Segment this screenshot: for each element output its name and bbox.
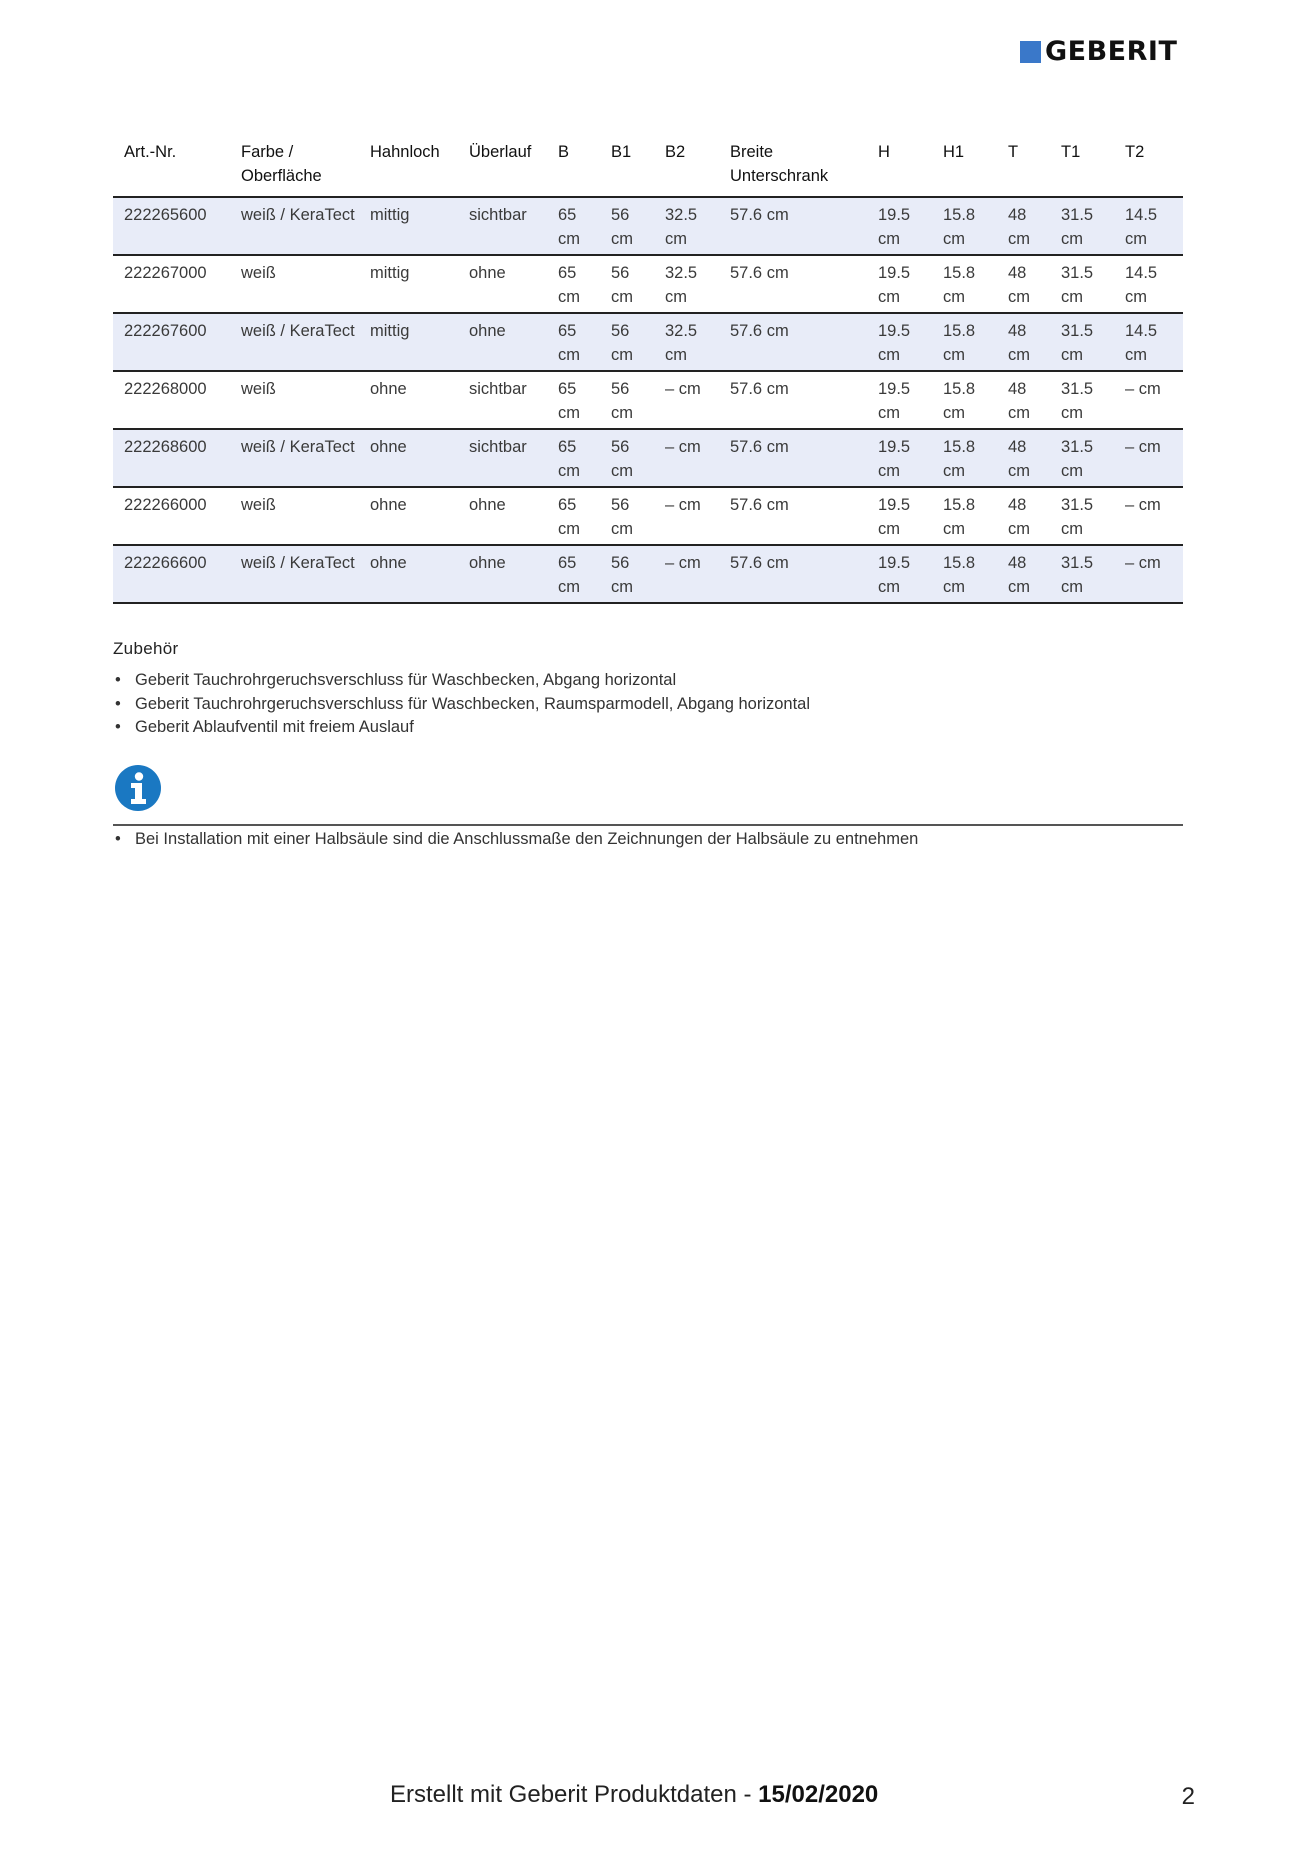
table-cell: 222268600 (113, 429, 230, 487)
table-cell: – cm (1114, 545, 1183, 603)
table-cell: 19.5 cm (867, 429, 932, 487)
table-cell: 31.5 cm (1050, 255, 1114, 313)
table-cell: – cm (654, 429, 719, 487)
table-cell: ohne (458, 313, 547, 371)
table-cell: 57.6 cm (719, 197, 867, 255)
table-cell: 65 cm (547, 197, 600, 255)
info-icon (115, 765, 161, 811)
table-cell: 48 cm (997, 545, 1050, 603)
table-cell: – cm (1114, 429, 1183, 487)
table-cell: 15.8 cm (932, 313, 997, 371)
table-cell: 31.5 cm (1050, 487, 1114, 545)
table-cell: 57.6 cm (719, 255, 867, 313)
table-row (113, 545, 1183, 603)
table-cell: 31.5 cm (1050, 371, 1114, 429)
table-row (113, 371, 1183, 429)
table-cell: 15.8 cm (932, 371, 997, 429)
table-cell: 222266600 (113, 545, 230, 603)
table-cell: 15.8 cm (932, 545, 997, 603)
accessory-item: • Geberit Ablaufventil mit freiem Auslauf (113, 716, 810, 740)
logo-square-icon (1020, 41, 1041, 63)
table-cell: – cm (654, 487, 719, 545)
table-cell: 222265600 (113, 197, 230, 255)
table-cell: 57.6 cm (719, 313, 867, 371)
table-cell: 31.5 cm (1050, 429, 1114, 487)
table-cell: 56 cm (600, 197, 654, 255)
column-header: Farbe / Oberfläche (230, 138, 359, 197)
table-cell: 56 cm (600, 487, 654, 545)
column-header: B2 (654, 138, 719, 197)
table-cell: 14.5 cm (1114, 313, 1183, 371)
column-header: Breite Unterschrank (719, 138, 867, 197)
footer-text (390, 1781, 878, 1809)
column-header: T1 (1050, 138, 1114, 197)
table-cell: weiß / KeraTect (230, 545, 359, 603)
table-row (113, 487, 1183, 545)
table-cell: 32.5 cm (654, 255, 719, 313)
table-cell: 48 cm (997, 429, 1050, 487)
table-cell: ohne (359, 429, 458, 487)
column-header: B (547, 138, 600, 197)
table-cell: 14.5 cm (1114, 255, 1183, 313)
table-cell: ohne (359, 487, 458, 545)
column-header: H (867, 138, 932, 197)
table-cell: 56 cm (600, 255, 654, 313)
table-cell: weiß / KeraTect (230, 429, 359, 487)
accessory-item: • Geberit Tauchrohrgeruchsverschluss für Waschbecken, Raumsparmodell, Abgang horizontal (113, 693, 810, 717)
table-cell: 48 cm (997, 487, 1050, 545)
accessories-list (113, 669, 810, 740)
column-header: T2 (1114, 138, 1183, 197)
table-cell: 15.8 cm (932, 197, 997, 255)
footer-date: 15/02/2020 (758, 1781, 879, 1808)
table-cell: sichtbar (458, 429, 547, 487)
table-cell: 65 cm (547, 313, 600, 371)
column-header: B1 (600, 138, 654, 197)
table-cell: 48 cm (997, 197, 1050, 255)
table-cell: 57.6 cm (719, 429, 867, 487)
column-header: Hahnloch (359, 138, 458, 197)
table-row (113, 429, 1183, 487)
table-cell: ohne (458, 545, 547, 603)
table-cell: – cm (1114, 371, 1183, 429)
table-body (113, 197, 1183, 603)
column-header: Art.-Nr. (113, 138, 230, 197)
table-cell: weiß (230, 255, 359, 313)
product-spec-table (113, 138, 1183, 604)
table-cell: 56 cm (600, 429, 654, 487)
table-cell: weiß (230, 487, 359, 545)
table-cell: 19.5 cm (867, 371, 932, 429)
table-cell: 65 cm (547, 545, 600, 603)
table-cell: 32.5 cm (654, 197, 719, 255)
table-cell: 56 cm (600, 313, 654, 371)
table-cell: weiß / KeraTect (230, 313, 359, 371)
table-cell: 31.5 cm (1050, 545, 1114, 603)
table-cell: 32.5 cm (654, 313, 719, 371)
table-cell: ohne (359, 371, 458, 429)
column-header: Überlauf (458, 138, 547, 197)
table-cell: ohne (458, 487, 547, 545)
geberit-logo (1020, 38, 1177, 66)
table-cell: mittig (359, 313, 458, 371)
table-cell: sichtbar (458, 371, 547, 429)
column-header: H1 (932, 138, 997, 197)
table-cell: 65 cm (547, 429, 600, 487)
table-cell: weiß (230, 371, 359, 429)
table-cell: 65 cm (547, 255, 600, 313)
table-cell: 56 cm (600, 371, 654, 429)
table-cell: 15.8 cm (932, 487, 997, 545)
page-number: 2 (1181, 1783, 1195, 1810)
table-cell: 57.6 cm (719, 545, 867, 603)
table-cell: 222267600 (113, 313, 230, 371)
table-cell: 222267000 (113, 255, 230, 313)
table-cell: 19.5 cm (867, 487, 932, 545)
table-cell: 65 cm (547, 487, 600, 545)
table-cell: – cm (654, 545, 719, 603)
accessories-heading: Zubehör (113, 639, 179, 658)
table-cell: 15.8 cm (932, 429, 997, 487)
table-cell: 19.5 cm (867, 545, 932, 603)
table-row (113, 313, 1183, 371)
table-cell: 56 cm (600, 545, 654, 603)
table-cell: 19.5 cm (867, 313, 932, 371)
table-cell: 57.6 cm (719, 487, 867, 545)
footer-label: Erstellt mit Geberit Produktdaten - (390, 1781, 759, 1808)
table-cell: – cm (1114, 487, 1183, 545)
table-cell: 57.6 cm (719, 371, 867, 429)
table-cell: 48 cm (997, 371, 1050, 429)
table-header-row (113, 138, 1183, 197)
table-cell: 48 cm (997, 255, 1050, 313)
table-cell: mittig (359, 197, 458, 255)
table-row (113, 197, 1183, 255)
table-cell: ohne (458, 255, 547, 313)
column-header: T (997, 138, 1050, 197)
table-cell: 14.5 cm (1114, 197, 1183, 255)
table-cell: 31.5 cm (1050, 197, 1114, 255)
table-cell: – cm (654, 371, 719, 429)
info-notes-list (113, 828, 918, 852)
table-cell: 222266000 (113, 487, 230, 545)
table-cell: mittig (359, 255, 458, 313)
table-cell: 15.8 cm (932, 255, 997, 313)
table-cell: 48 cm (997, 313, 1050, 371)
info-divider (113, 824, 1183, 826)
table-cell: 19.5 cm (867, 197, 932, 255)
table-cell: 65 cm (547, 371, 600, 429)
logo-text: GEBERIT (1045, 36, 1178, 67)
table-cell: ohne (359, 545, 458, 603)
table-cell: 222268000 (113, 371, 230, 429)
info-note: • Bei Installation mit einer Halbsäule sind die Anschlussmaße den Zeichnungen der Halbsäule zu entnehmen (113, 828, 918, 852)
table-cell: 19.5 cm (867, 255, 932, 313)
accessory-item: • Geberit Tauchrohrgeruchsverschluss für Waschbecken, Abgang horizontal (113, 669, 810, 693)
table-cell: sichtbar (458, 197, 547, 255)
table-cell: 31.5 cm (1050, 313, 1114, 371)
table-row (113, 255, 1183, 313)
table-cell: weiß / KeraTect (230, 197, 359, 255)
